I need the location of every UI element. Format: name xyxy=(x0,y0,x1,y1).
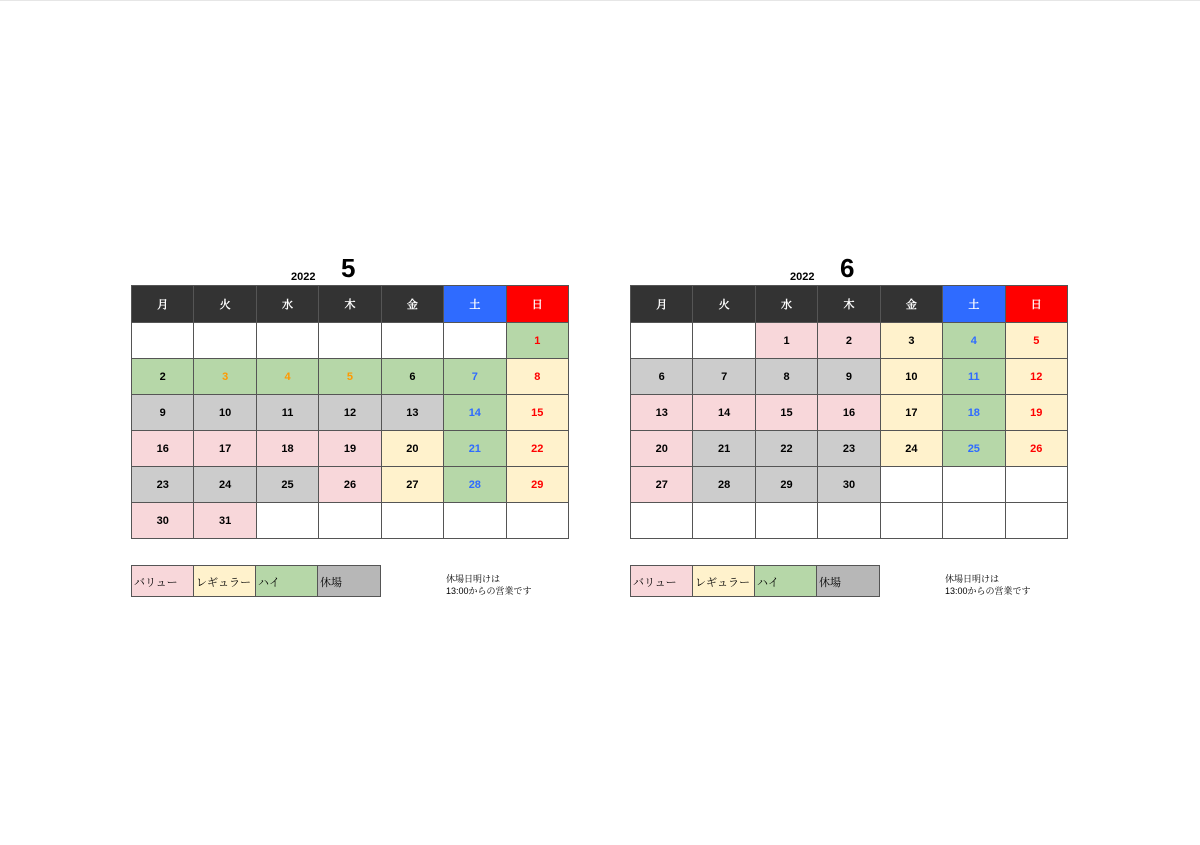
empty-cell xyxy=(381,503,443,539)
day-cell: 27 xyxy=(381,467,443,503)
closing-note xyxy=(945,573,1031,597)
legend-high: ハイ xyxy=(755,566,817,596)
day-cell: 14 xyxy=(444,395,506,431)
empty-cell xyxy=(631,503,693,539)
week-row xyxy=(631,431,1068,467)
day-cell: 6 xyxy=(381,359,443,395)
week-row xyxy=(132,431,569,467)
week-row xyxy=(132,503,569,539)
empty-cell xyxy=(1005,467,1067,503)
day-cell: 19 xyxy=(319,431,381,467)
day-cell: 25 xyxy=(943,431,1005,467)
empty-cell xyxy=(444,323,506,359)
legend-value: バリュー xyxy=(631,566,693,596)
weekday-mon: 月 xyxy=(631,286,693,323)
day-cell: 31 xyxy=(194,503,256,539)
day-cell: 27 xyxy=(631,467,693,503)
day-cell: 2 xyxy=(818,323,880,359)
legend-regular: レギュラー xyxy=(693,566,755,596)
day-cell: 23 xyxy=(132,467,194,503)
calendar-year: 2022 xyxy=(291,271,316,283)
empty-cell xyxy=(943,467,1005,503)
weekday-mon: 月 xyxy=(132,286,194,323)
day-cell: 8 xyxy=(506,359,568,395)
empty-cell xyxy=(693,323,755,359)
legend-value: バリュー xyxy=(132,566,194,596)
day-cell: 6 xyxy=(631,359,693,395)
day-cell: 14 xyxy=(693,395,755,431)
weekday-wed: 水 xyxy=(755,286,817,323)
calendar-title xyxy=(131,250,569,285)
empty-cell xyxy=(755,503,817,539)
weekday-sat: 土 xyxy=(444,286,506,323)
closing-note xyxy=(446,573,532,597)
week-row xyxy=(631,467,1068,503)
week-row xyxy=(132,467,569,503)
closing-note-line2: 13:00からの営業です xyxy=(945,586,1031,596)
empty-cell xyxy=(256,503,318,539)
day-cell: 19 xyxy=(1005,395,1067,431)
day-cell: 26 xyxy=(1005,431,1067,467)
day-cell: 30 xyxy=(132,503,194,539)
weekday-header-row xyxy=(132,286,569,323)
empty-cell xyxy=(693,503,755,539)
day-cell: 11 xyxy=(943,359,1005,395)
weekday-sat: 土 xyxy=(943,286,1005,323)
day-cell: 7 xyxy=(444,359,506,395)
day-cell: 21 xyxy=(444,431,506,467)
day-cell: 5 xyxy=(319,359,381,395)
weekday-header-row xyxy=(631,286,1068,323)
empty-cell xyxy=(506,503,568,539)
day-cell: 7 xyxy=(693,359,755,395)
day-cell: 20 xyxy=(631,431,693,467)
day-cell: 10 xyxy=(194,395,256,431)
day-cell: 26 xyxy=(319,467,381,503)
closing-note-line1: 休場日明けは xyxy=(446,574,501,584)
calendar-month: 5 xyxy=(341,253,356,283)
day-cell: 24 xyxy=(194,467,256,503)
empty-cell xyxy=(319,503,381,539)
weekday-sun: 日 xyxy=(1005,286,1067,323)
weekday-tue: 火 xyxy=(194,286,256,323)
day-cell: 28 xyxy=(444,467,506,503)
day-cell: 12 xyxy=(319,395,381,431)
day-cell: 20 xyxy=(381,431,443,467)
calendar-title xyxy=(630,250,1068,285)
weekday-tue: 火 xyxy=(693,286,755,323)
day-cell: 1 xyxy=(755,323,817,359)
day-cell: 29 xyxy=(506,467,568,503)
empty-cell xyxy=(319,323,381,359)
calendar-month: 6 xyxy=(840,253,855,283)
empty-cell xyxy=(880,503,942,539)
empty-cell xyxy=(256,323,318,359)
calendar-body xyxy=(631,323,1068,539)
day-cell: 4 xyxy=(943,323,1005,359)
day-cell: 11 xyxy=(256,395,318,431)
weekday-fri: 金 xyxy=(880,286,942,323)
calendar-may xyxy=(131,250,569,539)
closing-note-line2: 13:00からの営業です xyxy=(446,586,532,596)
legend xyxy=(630,565,880,597)
weekday-thu: 木 xyxy=(319,286,381,323)
day-cell: 3 xyxy=(880,323,942,359)
day-cell: 5 xyxy=(1005,323,1067,359)
day-cell: 15 xyxy=(506,395,568,431)
day-cell: 23 xyxy=(818,431,880,467)
day-cell: 22 xyxy=(755,431,817,467)
weekday-thu: 木 xyxy=(818,286,880,323)
day-cell: 9 xyxy=(818,359,880,395)
empty-cell xyxy=(818,503,880,539)
empty-cell xyxy=(1005,503,1067,539)
empty-cell xyxy=(381,323,443,359)
week-row xyxy=(132,323,569,359)
day-cell: 28 xyxy=(693,467,755,503)
calendar-june xyxy=(630,250,1068,539)
empty-cell xyxy=(631,323,693,359)
legend xyxy=(131,565,381,597)
day-cell: 22 xyxy=(506,431,568,467)
week-row xyxy=(631,395,1068,431)
empty-cell xyxy=(194,323,256,359)
week-row xyxy=(631,323,1068,359)
week-row xyxy=(631,359,1068,395)
legend-high: ハイ xyxy=(256,566,318,596)
day-cell: 13 xyxy=(381,395,443,431)
day-cell: 25 xyxy=(256,467,318,503)
empty-cell xyxy=(444,503,506,539)
day-cell: 18 xyxy=(943,395,1005,431)
legend-regular: レギュラー xyxy=(194,566,256,596)
closing-note-line1: 休場日明けは xyxy=(945,574,1000,584)
week-row xyxy=(631,503,1068,539)
week-row xyxy=(132,359,569,395)
day-cell: 29 xyxy=(755,467,817,503)
weekday-wed: 水 xyxy=(256,286,318,323)
day-cell: 17 xyxy=(880,395,942,431)
legend-closed: 休場 xyxy=(817,566,879,596)
weekday-sun: 日 xyxy=(506,286,568,323)
day-cell: 15 xyxy=(755,395,817,431)
day-cell: 16 xyxy=(132,431,194,467)
day-cell: 18 xyxy=(256,431,318,467)
day-cell: 24 xyxy=(880,431,942,467)
calendar-grid xyxy=(131,285,569,539)
calendar-grid xyxy=(630,285,1068,539)
day-cell: 21 xyxy=(693,431,755,467)
page-top-border xyxy=(0,0,1200,1)
weekday-fri: 金 xyxy=(381,286,443,323)
day-cell: 13 xyxy=(631,395,693,431)
empty-cell xyxy=(132,323,194,359)
day-cell: 9 xyxy=(132,395,194,431)
day-cell: 8 xyxy=(755,359,817,395)
calendar-year: 2022 xyxy=(790,271,815,283)
empty-cell xyxy=(880,467,942,503)
week-row xyxy=(132,395,569,431)
day-cell: 2 xyxy=(132,359,194,395)
calendar-body xyxy=(132,323,569,539)
day-cell: 10 xyxy=(880,359,942,395)
legend-closed: 休場 xyxy=(318,566,380,596)
day-cell: 16 xyxy=(818,395,880,431)
day-cell: 30 xyxy=(818,467,880,503)
day-cell: 4 xyxy=(256,359,318,395)
day-cell: 17 xyxy=(194,431,256,467)
empty-cell xyxy=(943,503,1005,539)
day-cell: 3 xyxy=(194,359,256,395)
day-cell: 1 xyxy=(506,323,568,359)
day-cell: 12 xyxy=(1005,359,1067,395)
